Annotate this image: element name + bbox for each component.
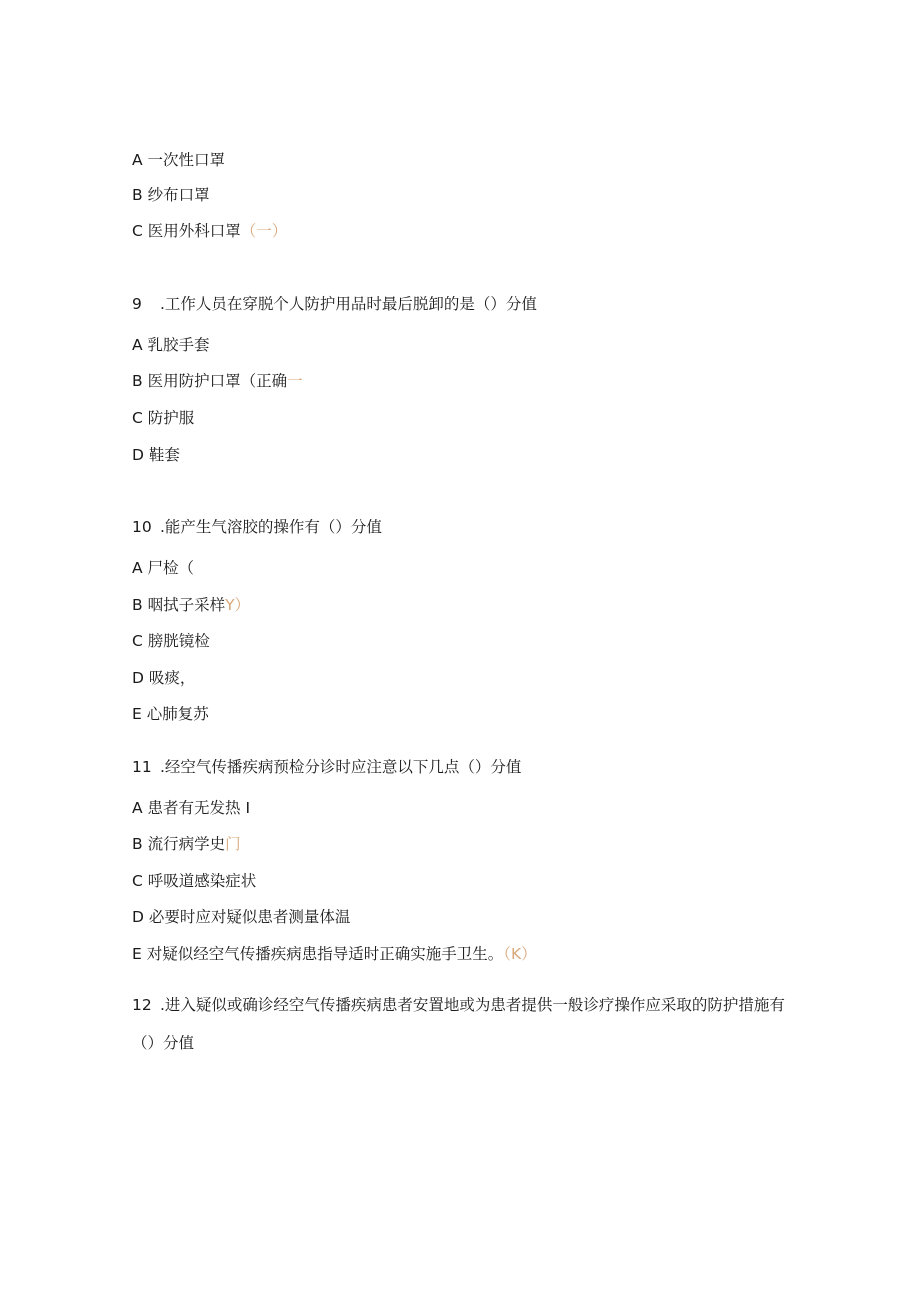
answer-mark: 门 [225,835,241,853]
answer-mark: （一） [240,222,288,240]
option-text: 吸痰， [148,669,196,687]
answer-mark: Y） [225,596,251,614]
question-number: 10 [132,518,152,536]
q11-option-b [132,834,241,854]
option-letter: E [132,705,142,723]
option-letter: D [132,908,144,926]
option-text: 乳胶手套 [147,336,210,354]
question-text: .工作人员在穿脱个人防护用品时最后脱卸的是（）分值 [160,295,537,313]
option-text: 尸检（ [147,559,195,577]
option-letter: B [132,835,143,853]
q10-option-c [132,631,210,651]
option-text: 鞋套 [148,446,180,464]
q10-option-b [132,595,250,615]
option-letter: C [132,872,143,890]
answer-mark: 一 [287,372,303,390]
option-text: 一次性口罩 [147,151,226,169]
option-text: 防护服 [147,409,195,427]
option-text: 医用外科口罩 [147,222,241,240]
option-letter: A [132,336,143,354]
question-text: .经空气传播疾病预检分诊时应注意以下几点（）分值 [160,758,522,776]
q10-option-e [132,704,209,724]
q10-option-a [132,558,194,578]
option-letter: B [132,372,143,390]
q11-option-d [132,907,350,927]
question-number: 12 [132,996,152,1014]
option-text: 纱布口罩 [147,186,210,204]
question-number: 11 [132,758,152,776]
q9-option-c [132,408,194,428]
option-text: 膀胱镜检 [147,632,210,650]
question-10 [132,517,382,537]
option-letter: A [132,799,143,817]
option-letter: B [132,596,143,614]
option-letter: D [132,446,144,464]
option-letter: D [132,669,144,687]
option-text: 医用防护口罩（正确 [147,372,288,390]
q8-option-b [132,185,210,205]
q8-option-c [132,221,287,241]
option-letter: B [132,186,143,204]
option-letter: C [132,409,143,427]
option-letter: E [132,945,142,963]
option-text: 心肺复苏 [146,705,209,723]
option-text: 对疑似经空气传播疾病患指导适时正确实施手卫生。 [146,945,504,963]
option-text: 呼吸道感染症状 [147,872,257,890]
q9-option-d [132,445,180,465]
question-12 [132,986,792,1062]
answer-mark: （K） [503,945,537,963]
option-text: 必要时应对疑似患者测量体温 [148,908,351,926]
question-9 [132,294,537,314]
option-letter: A [132,559,143,577]
q8-option-a [132,150,225,170]
option-text: 咽拭子采样 [147,596,226,614]
option-letter: C [132,222,143,240]
q9-option-a [132,335,210,355]
option-letter: A [132,151,143,169]
option-text: 患者有无发热 I [147,799,251,817]
question-text: .进入疑似或确诊经空气传播疾病患者安置地或为患者提供一般诊疗操作应采取的防护措施有（）分值 [132,996,785,1052]
option-text: 流行病学史 [147,835,226,853]
question-number: 9 [132,295,142,313]
question-11 [132,757,521,777]
q9-option-b [132,371,303,391]
question-text: .能产生气溶胶的操作有（）分值 [160,518,382,536]
q11-option-c [132,871,256,891]
q10-option-d [132,668,195,688]
q11-option-e [132,944,537,964]
q11-option-a [132,798,250,818]
option-letter: C [132,632,143,650]
